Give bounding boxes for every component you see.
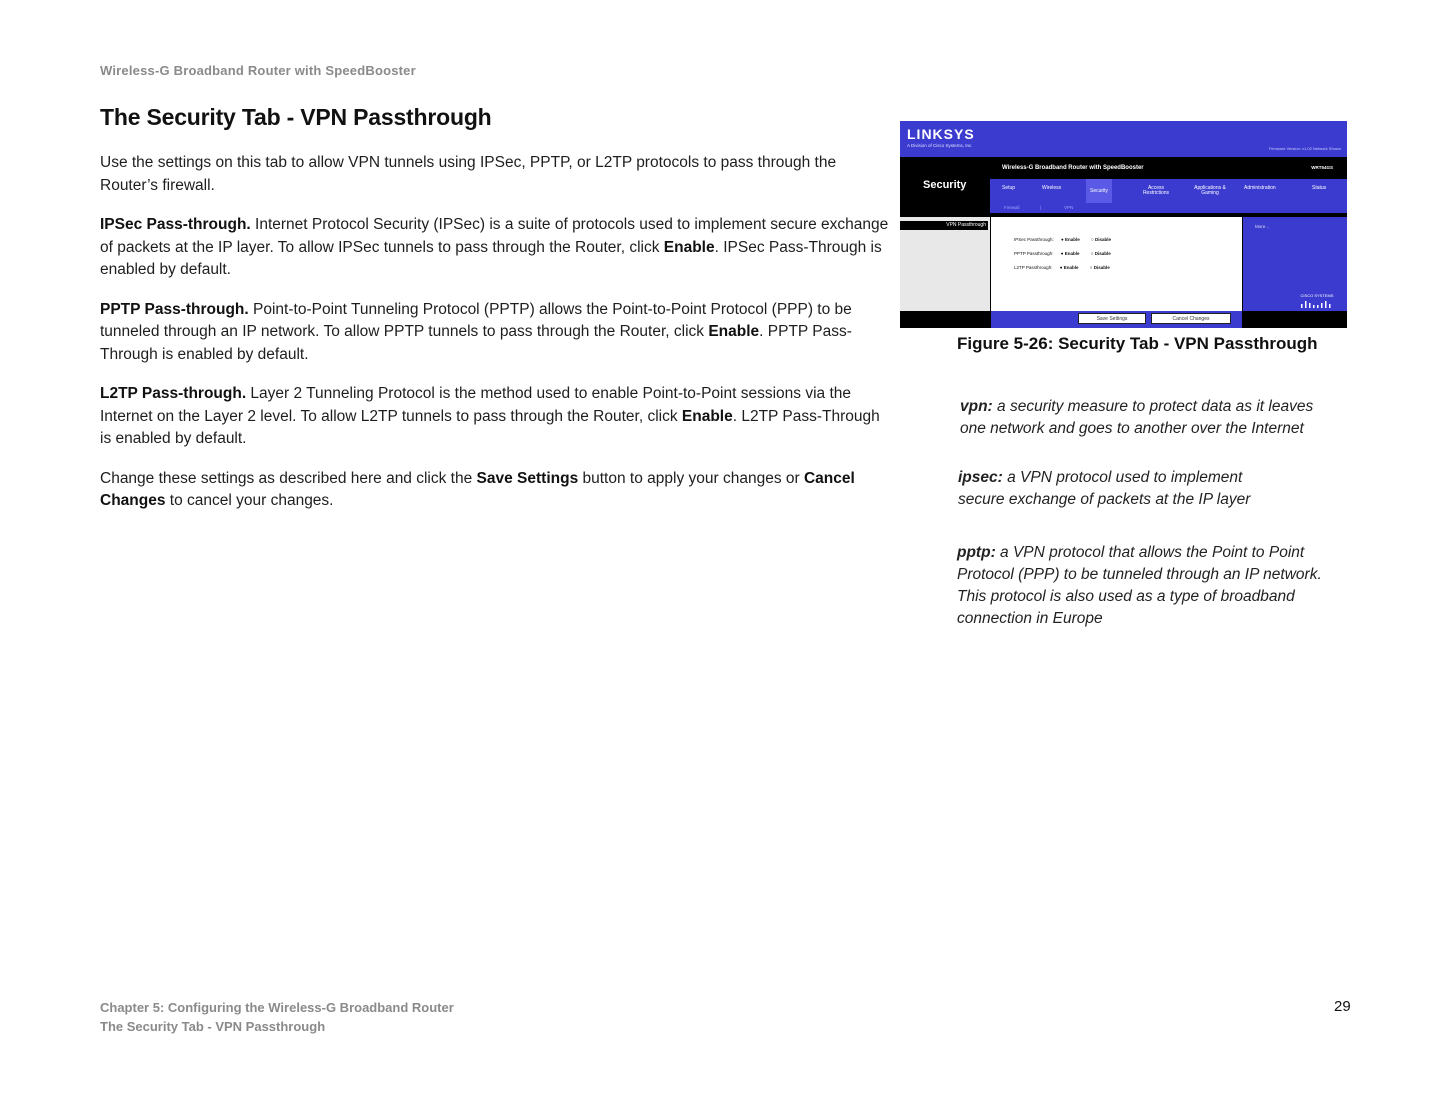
tab-status[interactable]: Status (1312, 185, 1327, 191)
pptp-term: PPTP Pass-through. (100, 300, 249, 318)
pptp-enable-option: Enable (1064, 251, 1080, 256)
cisco-bars-icon (1299, 298, 1335, 308)
ipsec-paragraph (100, 214, 895, 282)
cisco-logo (1298, 293, 1336, 311)
glossary-pptp-term: pptp: (957, 544, 996, 561)
pptp-disable-option: Disable (1094, 251, 1111, 256)
footer (100, 998, 454, 1036)
tab-bar (990, 179, 1347, 203)
glossary-pptp (957, 542, 1342, 630)
tab-administration[interactable]: Administration (1244, 185, 1276, 191)
pptp-paragraph (100, 299, 895, 367)
l2tp-text-b: . L2TP Pass-Through is enabled by default. (100, 407, 880, 447)
glossary-vpn (960, 396, 1340, 440)
tab-access-restrictions[interactable]: Access Restrictions (1142, 185, 1170, 196)
pptp-text-a: Point-to-Point Tunneling Protocol (PPTP) allows the Point-to-Point Protocol (PPP) to be tunneled through an IP network. To allow PPTP tunnels to pass through the Router, click (100, 300, 852, 340)
ipsec-enable-option: Enable (1065, 237, 1080, 242)
radio-unchecked-icon[interactable]: ○ (1091, 237, 1094, 242)
pptp-text-b: . PPTP Pass-Through is enabled by default. (100, 323, 852, 363)
router-screenshot (900, 121, 1347, 328)
tab-security[interactable]: Security (1086, 179, 1112, 203)
vpn-passthrough-label: VPN Passthrough (900, 221, 988, 230)
tab-wireless[interactable]: Wireless (1042, 185, 1062, 191)
change-cancel: Cancel Changes (100, 469, 855, 509)
radio-checked-icon[interactable]: ● (1060, 251, 1064, 256)
logo-subtitle: A Division of Cisco Systems, Inc. (907, 143, 973, 148)
subtab-firewall[interactable]: Firewall (1004, 205, 1020, 210)
ipsec-disable-option: Disable (1095, 237, 1112, 242)
firmware-version: Firmware Version: v1.02 Network Shown (1268, 146, 1341, 151)
l2tp-row (1014, 265, 1110, 270)
l2tp-text-a: Layer 2 Tunneling Protocol is the method used to enable Point-to-Point sessions via the Internet on the Layer 2 level. To allow L2TP tunnels to pass through the Router, click (100, 385, 851, 425)
cancel-changes-button[interactable]: Cancel Changes (1151, 313, 1231, 324)
ipsec-row-label: IPSec Passthrough: (1014, 237, 1054, 242)
glossary-ipsec-def: a VPN protocol used to implement secure exchange of packets at the IP layer (958, 469, 1251, 508)
product-name: Wireless-G Broadband Router with SpeedBooster (1002, 165, 1144, 171)
l2tp-enable-option: Enable (1063, 265, 1079, 270)
glossary-pptp-def: a VPN protocol that allows the Point to Point Protocol (PPP) to be tunneled through an IP network. This protocol is also used as a type of broadband connection in Europe (957, 544, 1322, 627)
page-number: 29 (1334, 998, 1351, 1015)
left-side-panel (900, 217, 990, 311)
change-text-c: to cancel your changes. (165, 492, 334, 509)
settings-panel (991, 217, 1242, 311)
more-link[interactable]: More... (1255, 224, 1270, 229)
l2tp-paragraph (100, 383, 895, 451)
l2tp-row-label: L2TP Passthrough: (1014, 265, 1053, 270)
ipsec-row (1014, 237, 1111, 242)
pptp-enable: Enable (708, 323, 760, 340)
intro-paragraph: Use the settings on this tab to allow VPN tunnels using IPSec, PPTP, or L2TP protocols to pass through the Router’s firewall. (100, 154, 837, 194)
glossary-vpn-term: vpn: (960, 398, 993, 415)
ipsec-text-b: . IPSec Pass-Through is enabled by default. (100, 238, 882, 278)
linksys-logo: LINKSYS (907, 126, 975, 142)
change-text-a: Change these settings as described here and click the (100, 469, 477, 487)
running-header: Wireless-G Broadband Router with SpeedBooster (100, 63, 416, 78)
glossary-ipsec (958, 467, 1268, 511)
figure-caption: Figure 5-26: Security Tab - VPN Passthrough (957, 334, 1318, 353)
radio-unchecked-icon[interactable]: ○ (1090, 251, 1094, 256)
save-settings-button[interactable]: Save Settings (1078, 313, 1146, 324)
change-text-b: button to apply your changes or (578, 469, 804, 487)
subtab-vpn[interactable]: VPN (1064, 205, 1074, 210)
glossary-ipsec-term: ipsec: (958, 469, 1003, 486)
glossary-vpn-def: a security measure to protect data as it leaves one network and goes to another over the Internet (960, 398, 1314, 437)
footer-section: The Security Tab - VPN Passthrough (100, 1019, 326, 1034)
ipsec-text-a: Internet Protocol Security (IPSec) is a suite of protocols used to implement secure exchange of packets at the IP layer. To allow IPSec tunnels to pass through the Router, click (100, 216, 889, 256)
l2tp-enable: Enable (681, 407, 733, 425)
ipsec-enable: Enable (663, 238, 715, 256)
subtab-divider: | (1040, 205, 1042, 210)
radio-checked-icon[interactable]: ● (1059, 265, 1063, 270)
l2tp-term: L2TP Pass-through. (100, 385, 247, 402)
tab-setup[interactable]: Setup (1002, 185, 1016, 191)
page-title: The Security Tab - VPN Passthrough (100, 104, 492, 130)
footer-chapter: Chapter 5: Configuring the Wireless-G Broadband Router (100, 1000, 454, 1015)
radio-checked-icon[interactable]: ● (1061, 237, 1064, 242)
change-save: Save Settings (476, 469, 579, 487)
l2tp-disable-option: Disable (1093, 265, 1110, 270)
model-name: WRT54GS (1311, 165, 1333, 170)
radio-unchecked-icon[interactable]: ○ (1089, 265, 1093, 270)
tab-applications-gaming[interactable]: Applications & Gaming (1194, 185, 1226, 196)
cisco-logo-text: CISCO SYSTEMS (1300, 293, 1334, 298)
pptp-row-label: PPTP Passthrough: (1014, 251, 1054, 256)
ipsec-term: IPSec Pass-through. (100, 216, 251, 233)
change-paragraph (100, 468, 895, 513)
body-text (100, 152, 895, 530)
pptp-row (1014, 251, 1111, 256)
section-label: Security (923, 179, 967, 191)
subtab-bar (990, 203, 1347, 213)
